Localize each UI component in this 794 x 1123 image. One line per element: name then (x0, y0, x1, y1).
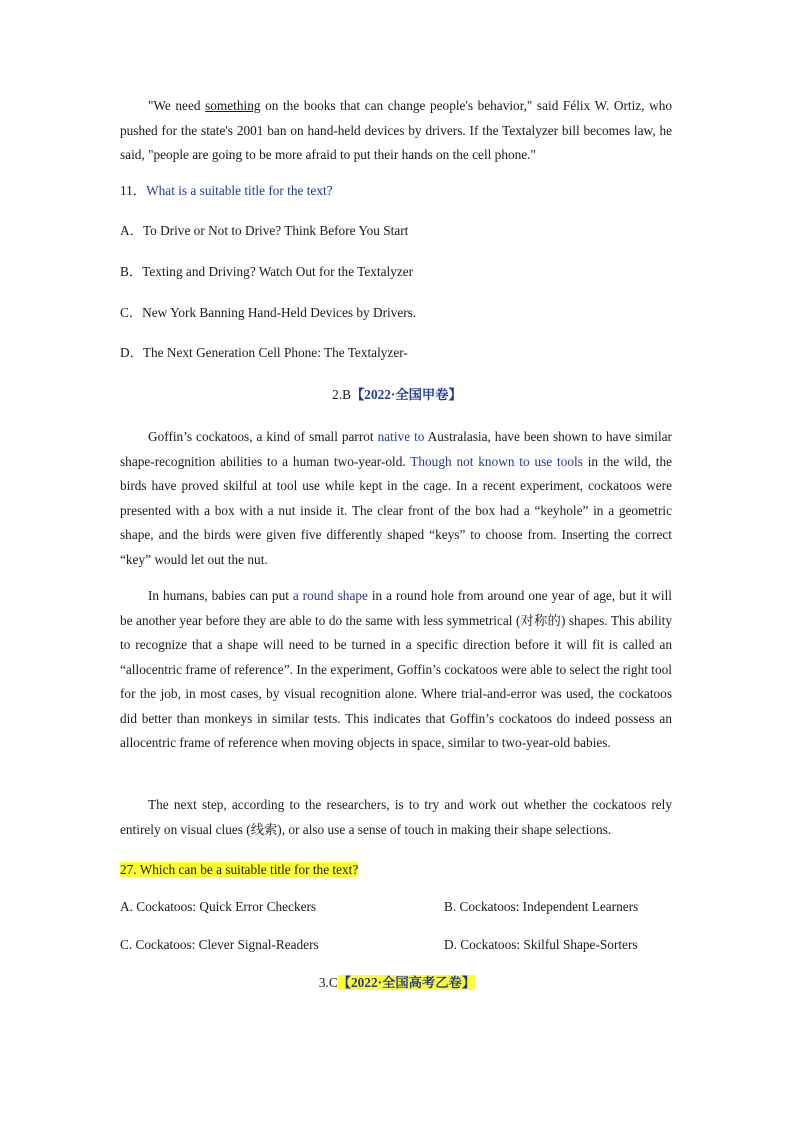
option-c (120, 304, 416, 322)
option-text: New York Banning Hand-Held Devices by Drivers. (142, 305, 417, 320)
option-b (120, 263, 413, 281)
option-label: B. (444, 899, 457, 914)
question-text: What is a suitable title for the text? (146, 183, 333, 198)
question-text: 27. Which can be a suitable title for the text? (120, 862, 359, 877)
option-label: C． (120, 305, 143, 320)
section-heading-2 (0, 386, 794, 404)
paragraph-cockatoos-intro (120, 425, 672, 572)
paragraph-text: Australasia, have been shown to have similar shape-recognition abilities to a human two-year-old. (120, 429, 672, 469)
paragraph-text: In humans, babies can put (148, 588, 293, 603)
section-source-tag: 【2022·全国甲卷】 (351, 387, 462, 402)
option-label: A． (120, 223, 143, 238)
option-a (120, 898, 316, 916)
paragraph-text: on the books that can change people's behavior," said Félix W. Ortiz, who pushed for the state's 2001 ban on hand-held devices by drivers. If the Textalyzer bill becomes law, he said, "people are going to be more afraid to put their hands on the cell phone." (120, 98, 672, 162)
option-text: Cockatoos: Independent Learners (459, 899, 639, 914)
paragraph-ortiz-quote (120, 94, 672, 168)
paragraph-text: in a round hole from around one year of age, but it will be another year before they are able to do the same with less symmetrical (对称的) shapes. This ability to recognize that a shape will need to be turned in a specific direction before it will fit is called an “allocentric frame of reference”. In the experiment, Goffin’s cockatoos were able to select the right tool for the job, in most cases, by visual recognition alone. Where trial-and-error was used, the cockatoos did better than monkeys in similar tests. This indicates that Goffin’s cockatoos do indeed possess an allocentric frame of reference when moving objects in space, similar to two-year-old babies. (120, 588, 672, 750)
paragraph-text: The next step, according to the researchers, is to try and work out whether the cockatoos rely entirely on visual clues (线索), or also use a sense of touch in making their shape selections. (120, 797, 672, 837)
paragraph-babies-comparison (120, 584, 672, 756)
section-prefix: 2.B (332, 387, 352, 402)
option-label: A. (120, 899, 133, 914)
option-text: To Drive or Not to Drive? Think Before You Start (142, 223, 409, 238)
option-text: Texting and Driving? Watch Out for the Textalyzer (142, 264, 414, 279)
option-a (120, 222, 408, 240)
option-text: Cockatoos: Clever Signal-Readers (135, 937, 319, 952)
option-label: B． (120, 264, 143, 279)
option-d (444, 936, 638, 954)
option-text: The Next Generation Cell Phone: The Textalyzer- (142, 345, 408, 360)
highlighted-phrase: Though not known to use tools (410, 453, 583, 469)
option-c (120, 936, 319, 954)
paragraph-text: in the wild, the birds have proved skilful at tool use while kept in the cage. In a recent experiment, cockatoos were presented with a box with a nut inside it. The clear front of the box had a “keyhole” in a geometric shape, and the birds were given five differently shaped “keys” to choose from. Inserting the correct “key” would let out the nut. (120, 453, 672, 567)
question-11 (120, 182, 333, 200)
question-27 (120, 861, 358, 879)
paragraph-text: Goffin’s cockatoos, a kind of small parrot (148, 429, 378, 444)
question-number: 11． (120, 183, 147, 198)
underlined-word: something (205, 98, 261, 113)
option-d (120, 344, 408, 362)
paragraph-text: "We need (148, 98, 206, 113)
highlighted-phrase: native to (377, 429, 425, 444)
option-b (444, 898, 638, 916)
option-label: C. (120, 937, 133, 952)
highlighted-phrase: a round shape (292, 588, 368, 603)
section-heading-3 (0, 974, 794, 992)
option-label: D． (120, 345, 143, 360)
section-source-tag: 【2022·全国高考乙卷】 (337, 975, 476, 990)
option-text: Cockatoos: Quick Error Checkers (136, 899, 317, 914)
paragraph-next-step (120, 793, 672, 842)
section-prefix: 3.C (318, 975, 338, 990)
option-label: D. (444, 937, 457, 952)
option-text: Cockatoos: Skilful Shape-Sorters (460, 937, 638, 952)
